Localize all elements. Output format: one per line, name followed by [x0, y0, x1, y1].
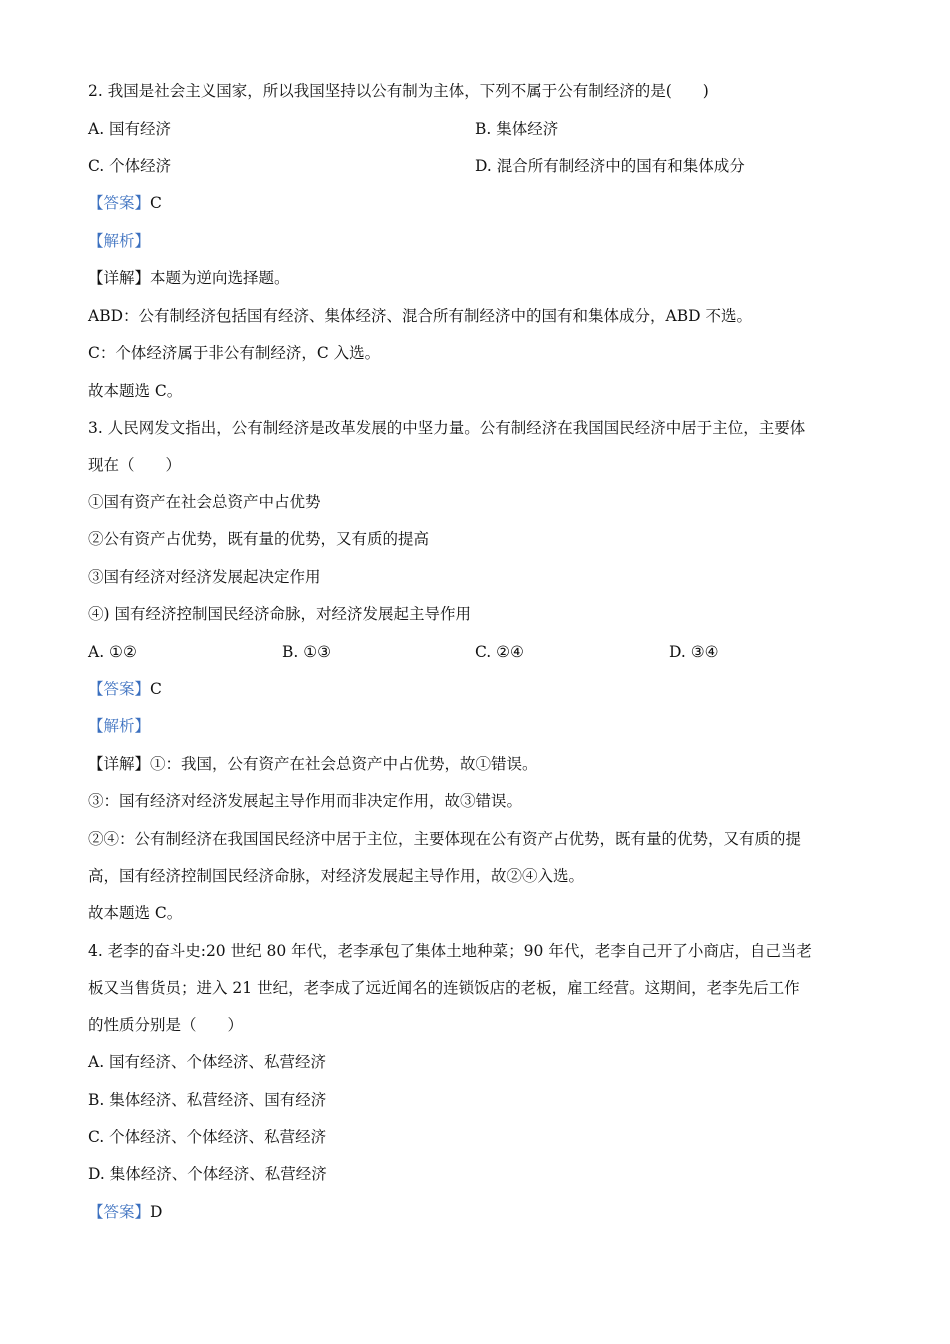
q3-detail-text: ①：我国，公有资产在社会总资产中占优势，故①错误。 — [150, 755, 538, 773]
q3-option-c: C. ②④ — [475, 643, 524, 661]
q4-option-c: C. 个体经济、个体经济、私营经济 — [88, 1128, 327, 1146]
detail-tag: 【详解】 — [88, 269, 151, 287]
q3-option-b: B. ①③ — [282, 643, 332, 661]
q2-analysis-tag: 【解析】 — [88, 232, 151, 250]
q4-answer-value: D — [150, 1203, 163, 1221]
q2-option-a: A. 国有经济 — [88, 120, 172, 138]
q2-answer — [88, 193, 162, 213]
q3-option-a: A. ①② — [88, 643, 137, 661]
q3-analysis-tag: 【解析】 — [88, 717, 151, 735]
q2-answer-value: C — [150, 194, 162, 212]
q4-option-b: B. 集体经济、私营经济、国有经济 — [88, 1091, 327, 1109]
q3-item-4: ④) 国有经济控制国民经济命脉，对经济发展起主导作用 — [88, 605, 471, 623]
q2-explanation-2: C：个体经济属于非公有制经济，C 入选。 — [88, 344, 381, 362]
q2-option-d: D. 混合所有制经济中的国有和集体成分 — [475, 157, 745, 175]
q4-option-d: D. 集体经济、个体经济、私营经济 — [88, 1165, 327, 1183]
q3-explanation-1: ③：国有经济对经济发展起主导作用而非决定作用，故③错误。 — [88, 792, 523, 810]
q4-answer — [88, 1202, 162, 1222]
q3-stem-line-2: 现在（ ） — [88, 456, 182, 474]
q2-detail — [88, 268, 290, 288]
q3-answer-value: C — [150, 680, 162, 698]
q3-explanation-3: 高，国有经济控制国民经济命脉，对经济发展起主导作用，故②④入选。 — [88, 867, 585, 885]
q2-option-b: B. 集体经济 — [475, 120, 559, 138]
q3-stem-line-1: 3. 人民网发文指出，公有制经济是改革发展的中坚力量。公有制经济在我国国民经济中居于主位，主要体 — [88, 419, 806, 437]
q2-detail-text: 本题为逆向选择题。 — [150, 269, 290, 287]
answer-tag: 【答案】 — [88, 680, 151, 698]
q4-option-a: A. 国有经济、个体经济、私营经济 — [88, 1053, 327, 1071]
q4-stem-line-3: 的性质分别是（ ） — [88, 1016, 244, 1034]
q2-explanation-1: ABD：公有制经济包括国有经济、集体经济、混合所有制经济中的国有和集体成分，ABD 不选。 — [88, 307, 752, 325]
q3-answer — [88, 679, 162, 699]
q3-item-1: ①国有资产在社会总资产中占优势 — [88, 493, 321, 511]
q4-stem-line-2: 板又当售货员；进入 21 世纪，老李成了远近闻名的连锁饭店的老板，雇工经营。这期间，老李先后工作 — [88, 979, 800, 997]
q2-stem: 2. 我国是社会主义国家，所以我国坚持以公有制为主体，下列不属于公有制经济的是( ) — [88, 82, 709, 100]
q2-conclusion: 故本题选 C。 — [88, 382, 183, 400]
q3-item-3: ③国有经济对经济发展起决定作用 — [88, 568, 321, 586]
q4-stem-line-1: 4. 老李的奋斗史:20 世纪 80 年代，老李承包了集体土地种菜；90 年代，老李自己开了小商店，自己当老 — [88, 942, 812, 960]
q3-detail — [88, 754, 538, 774]
answer-tag: 【答案】 — [88, 1203, 151, 1221]
q3-conclusion: 故本题选 C。 — [88, 904, 183, 922]
detail-tag: 【详解】 — [88, 755, 151, 773]
q3-explanation-2: ②④：公有制经济在我国国民经济中居于主位，主要体现在公有资产占优势，既有量的优势，又有质的提 — [88, 830, 802, 848]
q2-option-c: C. 个体经济 — [88, 157, 172, 175]
q3-option-d: D. ③④ — [669, 643, 719, 661]
q3-item-2: ②公有资产占优势，既有量的优势，又有质的提高 — [88, 530, 430, 548]
answer-tag: 【答案】 — [88, 194, 151, 212]
